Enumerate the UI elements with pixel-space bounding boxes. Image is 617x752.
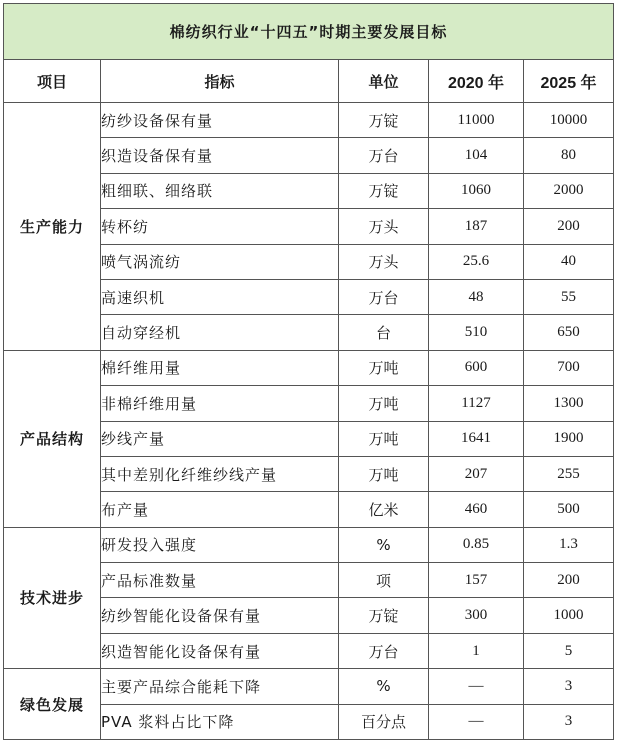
unit-cell: 万台: [339, 633, 429, 668]
category-cell: 产品结构: [4, 350, 101, 527]
unit-cell: 亿米: [339, 492, 429, 527]
goals-table: [3, 3, 614, 740]
category-cell: 绿色发展: [4, 669, 101, 740]
indicator-cell: 高速织机: [101, 279, 339, 314]
table-row: [4, 103, 614, 138]
value-2020-cell: 0.85: [429, 527, 524, 562]
header-indicator: 指标: [101, 60, 339, 103]
unit-cell: %: [339, 527, 429, 562]
unit-cell: 项: [339, 563, 429, 598]
table-title: 棉纺织行业“十四五”时期主要发展目标: [4, 4, 614, 60]
value-2025-cell: 650: [524, 315, 614, 350]
value-2020-cell: 510: [429, 315, 524, 350]
category-cell: 生产能力: [4, 103, 101, 351]
indicator-cell: 纱线产量: [101, 421, 339, 456]
value-2020-cell: 157: [429, 563, 524, 598]
value-2020-cell: 1641: [429, 421, 524, 456]
indicator-cell: 研发投入强度: [101, 527, 339, 562]
value-2025-cell: 255: [524, 456, 614, 491]
value-2020-cell: 1: [429, 633, 524, 668]
table-body: [4, 103, 614, 740]
value-2025-cell: 10000: [524, 103, 614, 138]
value-2025-cell: 200: [524, 209, 614, 244]
indicator-cell: 转杯纺: [101, 209, 339, 244]
header-row: [4, 60, 614, 103]
unit-cell: 万台: [339, 279, 429, 314]
indicator-cell: 粗细联、细络联: [101, 173, 339, 208]
value-2020-cell: 600: [429, 350, 524, 385]
value-2020-cell: 1127: [429, 386, 524, 421]
indicator-cell: 产品标准数量: [101, 563, 339, 598]
value-2020-cell: 207: [429, 456, 524, 491]
indicator-cell: 喷气涡流纺: [101, 244, 339, 279]
indicator-cell: 布产量: [101, 492, 339, 527]
indicator-cell: 纺纱智能化设备保有量: [101, 598, 339, 633]
value-2025-cell: 5: [524, 633, 614, 668]
indicator-cell: 织造设备保有量: [101, 138, 339, 173]
header-category: 项目: [4, 60, 101, 103]
table-row: [4, 350, 614, 385]
header-2020: 2020 年: [429, 60, 524, 103]
unit-cell: 万头: [339, 244, 429, 279]
value-2025-cell: 500: [524, 492, 614, 527]
category-cell: 技术进步: [4, 527, 101, 669]
unit-cell: %: [339, 669, 429, 704]
table-row: [4, 527, 614, 562]
value-2020-cell: 11000: [429, 103, 524, 138]
value-2025-cell: 3: [524, 669, 614, 704]
unit-cell: 台: [339, 315, 429, 350]
value-2020-cell: 25.6: [429, 244, 524, 279]
value-2020-cell: 187: [429, 209, 524, 244]
value-2025-cell: 1.3: [524, 527, 614, 562]
indicator-cell: PVA 浆料占比下降: [101, 704, 339, 739]
value-2025-cell: 700: [524, 350, 614, 385]
table-row: [4, 669, 614, 704]
unit-cell: 万吨: [339, 350, 429, 385]
value-2020-cell: 300: [429, 598, 524, 633]
value-2025-cell: 2000: [524, 173, 614, 208]
value-2025-cell: 80: [524, 138, 614, 173]
value-2025-cell: 200: [524, 563, 614, 598]
indicator-cell: 非棉纤维用量: [101, 386, 339, 421]
unit-cell: 百分点: [339, 704, 429, 739]
value-2025-cell: 1000: [524, 598, 614, 633]
value-2020-cell: 104: [429, 138, 524, 173]
value-2025-cell: 40: [524, 244, 614, 279]
indicator-cell: 主要产品综合能耗下降: [101, 669, 339, 704]
unit-cell: 万锭: [339, 598, 429, 633]
unit-cell: 万锭: [339, 103, 429, 138]
value-2020-cell: 1060: [429, 173, 524, 208]
value-2025-cell: 1300: [524, 386, 614, 421]
unit-cell: 万吨: [339, 456, 429, 491]
unit-cell: 万锭: [339, 173, 429, 208]
value-2020-cell: 460: [429, 492, 524, 527]
value-2020-cell: —: [429, 669, 524, 704]
unit-cell: 万台: [339, 138, 429, 173]
header-2025: 2025 年: [524, 60, 614, 103]
value-2025-cell: 55: [524, 279, 614, 314]
value-2020-cell: 48: [429, 279, 524, 314]
unit-cell: 万头: [339, 209, 429, 244]
indicator-cell: 其中差别化纤维纱线产量: [101, 456, 339, 491]
indicator-cell: 织造智能化设备保有量: [101, 633, 339, 668]
goals-table-container: [3, 3, 613, 740]
unit-cell: 万吨: [339, 386, 429, 421]
indicator-cell: 棉纤维用量: [101, 350, 339, 385]
indicator-cell: 自动穿经机: [101, 315, 339, 350]
value-2025-cell: 3: [524, 704, 614, 739]
value-2020-cell: —: [429, 704, 524, 739]
value-2025-cell: 1900: [524, 421, 614, 456]
header-unit: 单位: [339, 60, 429, 103]
unit-cell: 万吨: [339, 421, 429, 456]
indicator-cell: 纺纱设备保有量: [101, 103, 339, 138]
